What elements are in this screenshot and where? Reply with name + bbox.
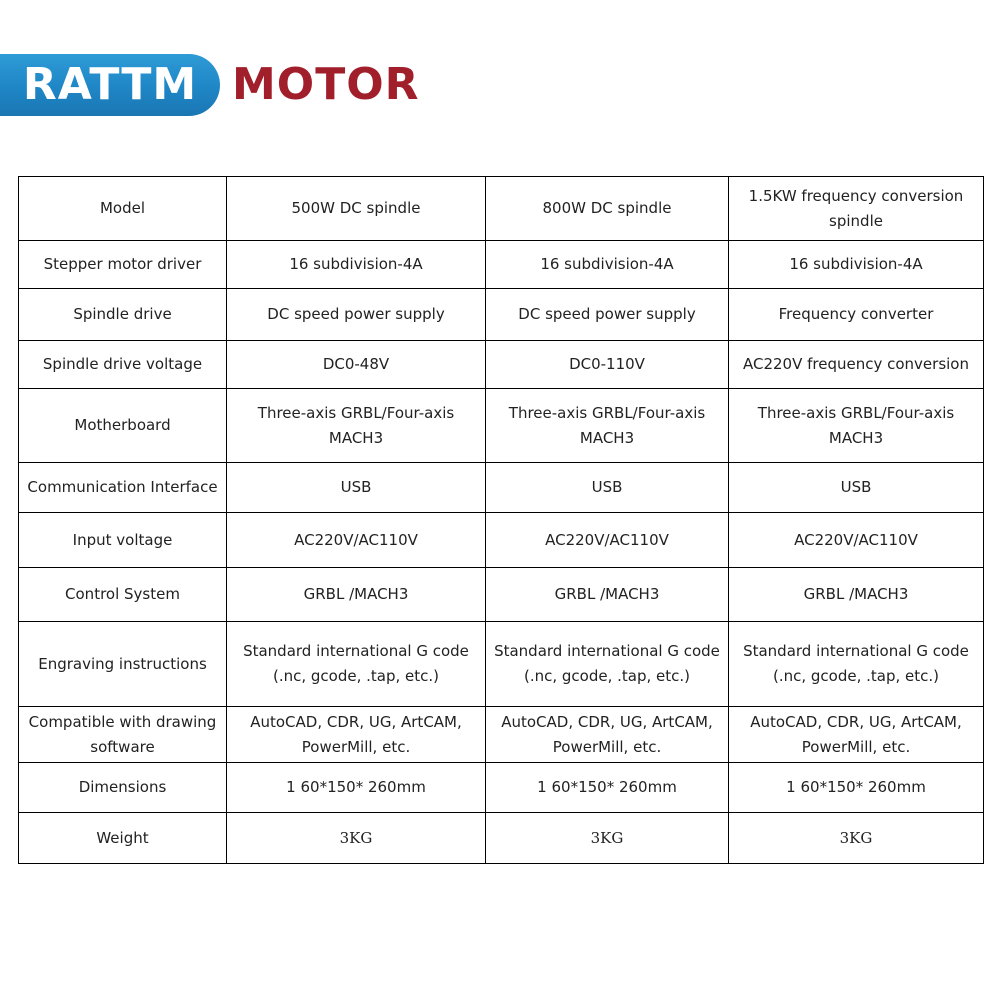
table-cell: AutoCAD, CDR, UG, ArtCAM, PowerMill, etc.: [486, 707, 729, 763]
row-label: Spindle drive voltage: [19, 341, 227, 389]
table-row-communication: [19, 463, 984, 513]
row-label: Engraving instructions: [19, 622, 227, 707]
table-cell: DC0-110V: [486, 341, 729, 389]
table-cell: Frequency converter: [729, 289, 984, 341]
table-cell: GRBL /MACH3: [729, 568, 984, 622]
row-label: Motherboard: [19, 389, 227, 463]
table-row-weight: [19, 813, 984, 864]
table-cell: DC speed power supply: [227, 289, 486, 341]
row-label: Model: [19, 177, 227, 241]
table-cell: DC0-48V: [227, 341, 486, 389]
brand-logo: [0, 54, 420, 116]
row-label: Spindle drive: [19, 289, 227, 341]
spec-table: [18, 176, 984, 864]
table-cell: 1 60*150* 260mm: [486, 763, 729, 813]
table-row-dimensions: [19, 763, 984, 813]
table-row-motherboard: [19, 389, 984, 463]
table-cell: USB: [227, 463, 486, 513]
table-cell: 16 subdivision-4A: [486, 241, 729, 289]
table-cell: Three-axis GRBL/Four-axis MACH3: [227, 389, 486, 463]
table-cell: 500W DC spindle: [227, 177, 486, 241]
table-row-compatible-software: [19, 707, 984, 763]
table-cell: Standard international G code (.nc, gcode, .tap, etc.): [486, 622, 729, 707]
table-row-stepper-driver: [19, 241, 984, 289]
logo-left-text: RATTM: [22, 59, 198, 110]
table-cell: 16 subdivision-4A: [729, 241, 984, 289]
row-label: Dimensions: [19, 763, 227, 813]
table-cell: 3KG: [729, 813, 984, 864]
row-label: Weight: [19, 813, 227, 864]
table-cell: 16 subdivision-4A: [227, 241, 486, 289]
table-cell: 1 60*150* 260mm: [729, 763, 984, 813]
table-cell: Standard international G code (.nc, gcode, .tap, etc.): [729, 622, 984, 707]
table-cell: AC220V/AC110V: [227, 513, 486, 568]
table-cell: DC speed power supply: [486, 289, 729, 341]
table-cell: 3KG: [486, 813, 729, 864]
row-label: Compatible with drawing software: [19, 707, 227, 763]
table-row-control-system: [19, 568, 984, 622]
row-label: Input voltage: [19, 513, 227, 568]
table-cell: AC220V frequency conversion: [729, 341, 984, 389]
table-row-model: [19, 177, 984, 241]
table-cell: 1.5KW frequency conversion spindle: [729, 177, 984, 241]
table-cell: AutoCAD, CDR, UG, ArtCAM, PowerMill, etc.: [729, 707, 984, 763]
row-label: Communication Interface: [19, 463, 227, 513]
row-label: Control System: [19, 568, 227, 622]
row-label: Stepper motor driver: [19, 241, 227, 289]
table-cell: 1 60*150* 260mm: [227, 763, 486, 813]
table-cell: AutoCAD, CDR, UG, ArtCAM, PowerMill, etc.: [227, 707, 486, 763]
table-cell: USB: [729, 463, 984, 513]
logo-right-text: MOTOR: [232, 59, 420, 110]
table-row-input-voltage: [19, 513, 984, 568]
table-cell: USB: [486, 463, 729, 513]
table-cell: GRBL /MACH3: [486, 568, 729, 622]
table-cell: AC220V/AC110V: [729, 513, 984, 568]
table-cell: 800W DC spindle: [486, 177, 729, 241]
table-cell: Standard international G code (.nc, gcode, .tap, etc.): [227, 622, 486, 707]
table-cell: Three-axis GRBL/Four-axis MACH3: [729, 389, 984, 463]
table-cell: 3KG: [227, 813, 486, 864]
table-cell: Three-axis GRBL/Four-axis MACH3: [486, 389, 729, 463]
table-cell: GRBL /MACH3: [227, 568, 486, 622]
table-row-engraving: [19, 622, 984, 707]
table-cell: AC220V/AC110V: [486, 513, 729, 568]
table-row-spindle-drive: [19, 289, 984, 341]
table-row-spindle-voltage: [19, 341, 984, 389]
